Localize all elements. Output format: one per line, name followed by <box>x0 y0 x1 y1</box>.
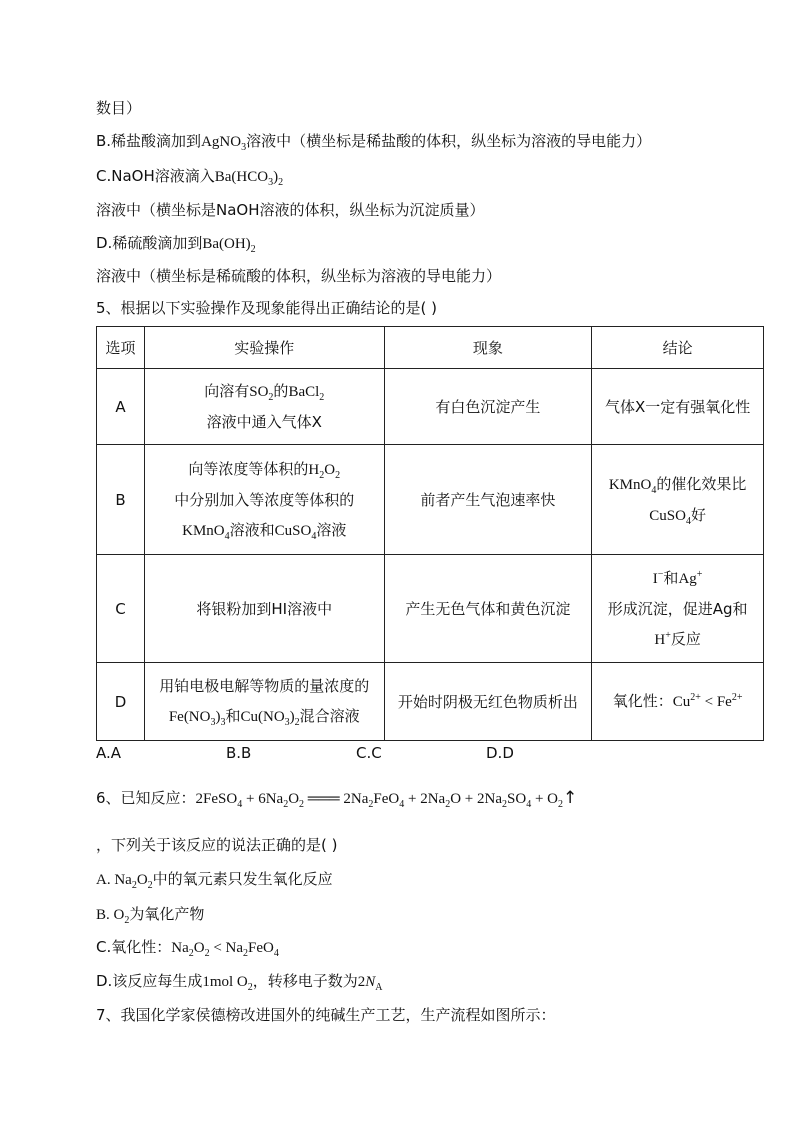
q5-stem: 5、根据以下实验操作及现象能得出正确结论的是( ) <box>96 299 438 317</box>
choice-a: A.A <box>96 744 122 762</box>
table-row <box>97 555 764 663</box>
q4-option-b: B.稀盐酸滴加到AgNO$_3$溶液中（横坐标是稀盐酸的体积，纵坐标为溶液的导电能力） <box>96 132 652 153</box>
row-d-operation: 用铂电极电解等物质的量浓度的 $Fe(NO_3)_3$和$Cu(NO_3)_2$混合溶液 <box>144 663 384 741</box>
formula-ba-hco3-2: $Ba(HCO_3)_2$ <box>214 169 284 188</box>
q7-stem: 7、我国化学家侯德榜改进国外的纯碱生产工艺，生产流程如图所示： <box>96 1006 556 1024</box>
formula-h2o2: $H_2O_2$ <box>308 461 341 481</box>
row-b-conclusion: KMnO$_4$的催化效果比 CuSO$_4$好 <box>592 445 764 555</box>
row-d-option: D <box>97 663 145 741</box>
header-phenomenon: 现象 <box>384 327 592 369</box>
table-header-row <box>97 327 764 369</box>
row-b-operation: 向等浓度等体积的$H_2O_2$ 中分别加入等浓度等体积的 KMnO$_4$溶液和CuSO$_4$溶液 <box>144 445 384 555</box>
header-conclusion: 结论 <box>592 327 764 369</box>
formula-ba-oh-2: $Ba(OH)_2$ <box>202 236 256 255</box>
formula-kmno4: KMnO$_4$ <box>182 522 230 542</box>
table-row <box>97 445 764 555</box>
row-d-conclusion: 氧化性：$Cu^{2+} < Fe^{2+}$ <box>592 663 764 741</box>
formula-bacl2: BaCl$_2$ <box>288 384 325 403</box>
reaction-equation: 2FeSO$_4$ + $6Na_2O_2$ ═══ $2Na_2FeO_4 + 2Na_2O + 2Na_2SO_4$ + $O_2↑$ <box>195 788 578 810</box>
q6-option-c: C.氧化性：$Na_2O_2 < Na_2FeO_4$ <box>96 938 279 959</box>
header-option: 选项 <box>97 327 145 369</box>
table-row <box>97 369 764 445</box>
choice-b: B.B <box>226 744 252 762</box>
choice-d: D.D <box>486 744 514 762</box>
q6-option-b: B. $O_2$为氧化产物 <box>96 905 205 926</box>
row-a-operation: 向溶有$SO_2$的BaCl$_2$ 溶液中通入气体X <box>144 369 384 445</box>
row-d-phenomenon: 开始时阴极无红色物质析出 <box>384 663 592 741</box>
row-a-phenomenon: 有白色沉淀产生 <box>384 369 592 445</box>
q4-option-d: D.稀硫酸滴加到$Ba(OH)_2$ <box>96 234 256 255</box>
row-c-operation: 将银粉加到HI溶液中 <box>144 555 384 663</box>
q4-option-d-line2: 溶液中（横坐标是稀硫酸的体积，纵坐标为溶液的导电能力） <box>96 267 502 285</box>
formula-agno3: AgNO$_3$ <box>201 134 247 153</box>
row-b-phenomenon: 前者产生气泡速率快 <box>384 445 592 555</box>
q5-choices <box>96 744 616 762</box>
row-c-option: C <box>97 555 145 663</box>
row-c-phenomenon: 产生无色气体和黄色沉淀 <box>384 555 592 663</box>
row-b-option: B <box>97 445 145 555</box>
q4-line-a-end: 数目） <box>96 99 142 117</box>
q6-option-d: D.该反应每生成1mol $O_2$，转移电子数为$2N_A$ <box>96 972 383 993</box>
q5-table <box>96 326 764 741</box>
formula-so2: $SO_2$ <box>249 384 274 403</box>
q4-option-c: C.NaOH溶液滴入$Ba(HCO_3)_2$ <box>96 167 284 188</box>
header-operation: 实验操作 <box>144 327 384 369</box>
q4-option-c-line2: 溶液中（横坐标是NaOH溶液的体积，纵坐标为沉淀质量） <box>96 201 485 219</box>
table-row <box>97 663 764 741</box>
q6-stem: 6、已知反应：2FeSO$_4$ + $6Na_2O_2$ ═══ $2Na_2FeO_4 + 2Na_2O + 2Na_2SO_4$ + $O_2↑$ <box>96 788 578 810</box>
row-c-conclusion: I−和Ag+ 形成沉淀，促进Ag和 H+反应 <box>592 555 764 663</box>
formula-fe-no3-3: $Fe(NO_3)_3$ <box>168 709 226 728</box>
formula-cuso4: CuSO$_4$ <box>274 522 317 542</box>
q6-stem-line2: ，下列关于该反应的说法正确的是( ) <box>96 836 338 854</box>
row-a-option: A <box>97 369 145 445</box>
formula-cu-no3-2: $Cu(NO_3)_2$ <box>240 709 300 728</box>
choice-c: C.C <box>356 744 382 762</box>
row-a-conclusion: 气体X一定有强氧化性 <box>592 369 764 445</box>
q6-option-a: A. $Na_2O_2$中的氧元素只发生氧化反应 <box>96 870 333 891</box>
